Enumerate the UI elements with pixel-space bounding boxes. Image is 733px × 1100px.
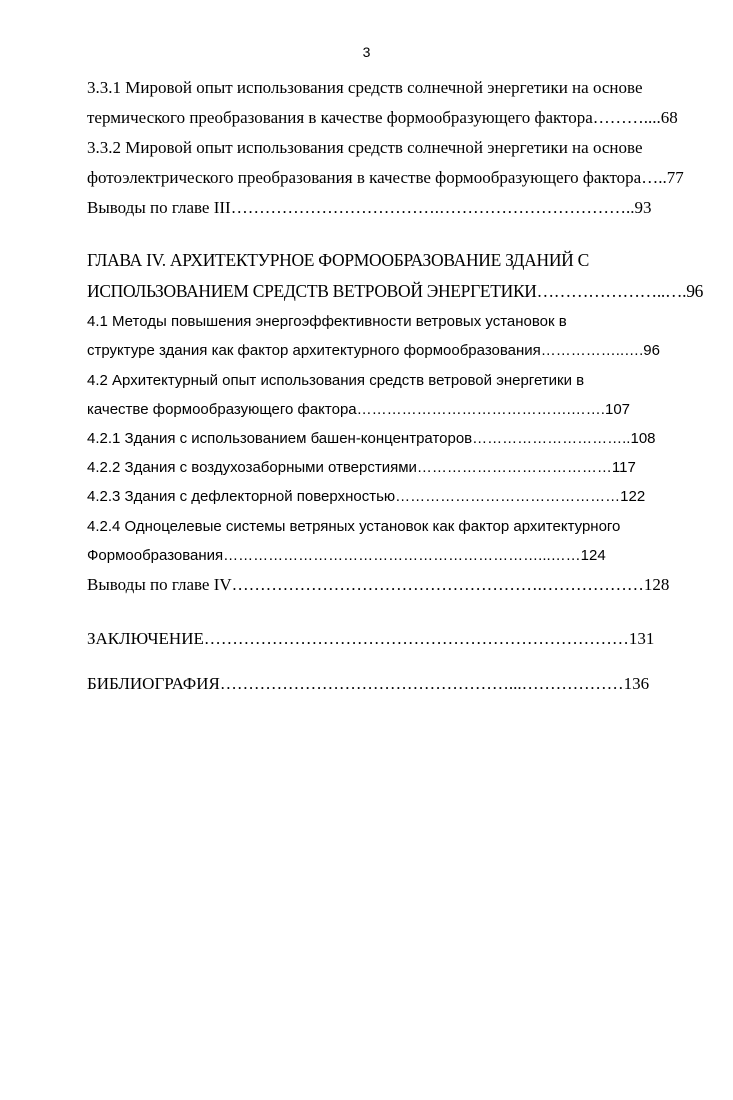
toc-line: 4.2.3 Здания с дефлекторной поверхностью………………………………………122	[87, 488, 646, 505]
toc-line: качестве формообразующего фактора…………………………………….…….107	[87, 401, 631, 418]
toc-line: 4.2.1 Здания с использованием башен-концентраторов…………………………..108	[87, 430, 656, 447]
toc-line: 4.1 Методы повышения энергоэффективности ветровых установок в	[87, 313, 567, 330]
toc-line: 4.2.4 Одноцелевые системы ветряных установок как фактор архитектурного	[87, 518, 621, 535]
toc-line: 3.3.1 Мировой опыт использования средств солнечной энергетики на основе	[87, 78, 643, 97]
toc-line-conclusion: ЗАКЛЮЧЕНИЕ…………………………………………………………………131	[87, 629, 655, 648]
toc-line: структуре здания как фактор архитектурного формообразования……………..….96	[87, 342, 660, 359]
toc-line: Выводы по главе III……………………………….……………………………..93	[87, 198, 652, 217]
toc-line: 4.2.2 Здания с воздухозаборными отверстиями…………………………………117	[87, 459, 636, 476]
toc-line: Формообразования………………………………………………………...……124	[87, 547, 606, 564]
toc-line: фотоэлектрического преобразования в качестве формообразующего фактора…..77	[87, 168, 684, 187]
toc-line: термического преобразования в качестве формообразующего фактора………....68	[87, 108, 678, 127]
toc-line: 4.2 Архитектурный опыт использования средств ветровой энергетики в	[87, 372, 585, 389]
chapter-title: ИСПОЛЬЗОВАНИЕМ СРЕДСТВ ВЕТРОВОЙ ЭНЕРГЕТИКИ…………………..….96	[87, 281, 704, 301]
page-number: 3	[362, 44, 371, 60]
toc-line-bibliography: БИБЛИОГРАФИЯ……………………………………………...………………136	[87, 674, 650, 693]
toc-line: Выводы по главе IV……………………………………………….………………128	[87, 575, 670, 594]
toc-line: 3.3.2 Мировой опыт использования средств солнечной энергетики на основе	[87, 138, 643, 157]
chapter-title: ГЛАВА IV. АРХИТЕКТУРНОЕ ФОРМООБРАЗОВАНИЕ ЗДАНИЙ С	[87, 250, 589, 270]
